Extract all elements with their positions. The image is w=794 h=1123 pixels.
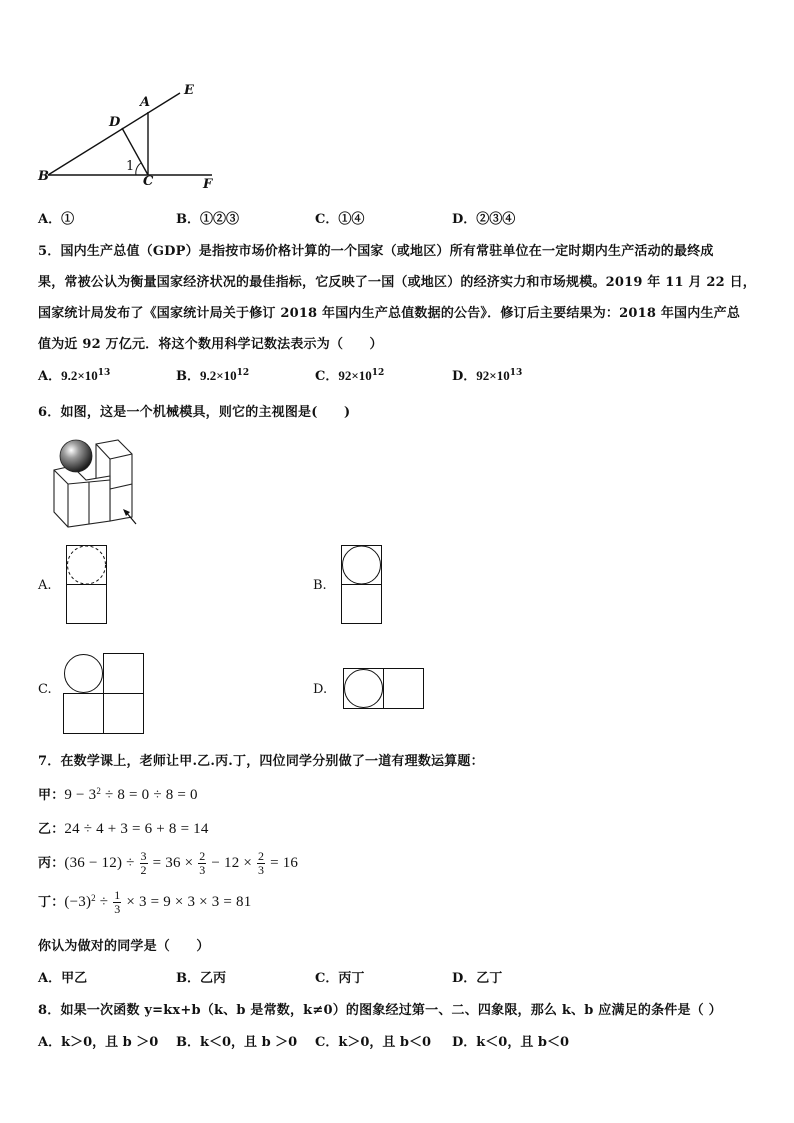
option-exponent: 13 (509, 368, 523, 378)
bing-fraction-1 (140, 850, 148, 877)
q4-option-b[interactable]: B．①②③ (176, 212, 239, 227)
q5-stem-line-4: 值为近 92 万亿元．将这个数用科学记数法表示为（ ） (38, 337, 383, 352)
q5-stem-line-1: 5．国内生产总值（GDP）是指按市场价格计算的一个国家（或地区）所有常驻单位在一定时期内生产活动的最终成 (38, 244, 714, 259)
q5-stem-line-2: 果，常被公认为衡量国家经济状况的最佳指标，它反映了一国（或地区）的经济实力和市场规模。2019 年 11 月 22 日， (38, 275, 756, 290)
yi-expr: 24 ÷ 4 + 3 = 6 + 8 = 14 (64, 821, 209, 837)
denominator: 3 (114, 902, 121, 916)
q7-yi-line (38, 818, 209, 838)
ding-label: 丁： (38, 894, 65, 910)
bing-label: 丙： (38, 855, 65, 871)
q8-option-b[interactable]: B．k＜0，且 b ＞0 (176, 1035, 298, 1050)
ding-part-3: × 3 = 9 × 3 × 3 = 81 (122, 893, 252, 910)
q5-option-b[interactable] (176, 365, 249, 384)
line-BE (48, 93, 180, 175)
q7-option-c[interactable]: C．丙丁 (315, 971, 365, 986)
q6-option-c-figure[interactable] (63, 653, 145, 735)
label-F: F (203, 177, 213, 192)
q4-geometry-figure (0, 0, 794, 200)
ding-part-2: ÷ (95, 893, 113, 910)
q8-option-a[interactable]: A．k＞0，且 b ＞0 (38, 1035, 159, 1050)
bing-part-1: (36 − 12) ÷ (64, 854, 139, 871)
mold-3d-figure (46, 432, 156, 542)
option-exponent: 13 (97, 368, 111, 378)
q6-option-c-label[interactable]: C. (38, 682, 52, 697)
ding-fraction (113, 889, 121, 916)
q7-stem: 7．在数学课上，老师让甲.乙.丙.丁，四位同学分别做了一道有理数运算题： (38, 754, 484, 769)
q7-bing-line (38, 850, 298, 877)
q8-option-d[interactable]: D．k＜0，且 b＜0 (452, 1035, 569, 1050)
numerator: 2 (257, 849, 265, 863)
label-B: B (38, 169, 49, 184)
jia-rest: ÷ 8 = 0 ÷ 8 = 0 (101, 787, 198, 803)
q5-option-d[interactable] (452, 365, 522, 384)
ding-exponent: 2 (91, 892, 96, 903)
q7-ding-line (38, 889, 251, 916)
option-letter: B． (176, 369, 200, 384)
q4-option-d[interactable]: D．②③④ (452, 212, 516, 227)
option-base: 9.2×10 (200, 368, 237, 383)
q7-option-b[interactable]: B．乙丙 (176, 971, 226, 986)
q6-option-a-figure[interactable] (66, 545, 108, 625)
numerator: 1 (114, 888, 121, 902)
yi-label: 乙： (38, 822, 65, 837)
q7-jia-line (38, 784, 198, 804)
q5-option-c[interactable] (315, 365, 384, 384)
q4-option-a[interactable]: A．① (38, 212, 75, 227)
denominator: 2 (140, 863, 147, 877)
q6-stem: 6．如图，这是一个机械模具，则它的主视图是( ) (38, 405, 351, 420)
denominator: 3 (257, 863, 265, 877)
option-letter: D． (452, 369, 477, 384)
q6-option-d-figure[interactable] (343, 668, 425, 710)
q8-stem: 8．如果一次函数 y=kx+b（k、b 是常数，k≠0）的图象经过第一、二、四象限，那么 k、b 应满足的条件是（ ） (38, 1003, 722, 1018)
denominator: 3 (199, 863, 206, 877)
bing-fraction-2 (198, 850, 206, 877)
q6-option-b-label[interactable]: B. (313, 578, 327, 593)
q5-option-a[interactable] (38, 365, 110, 384)
numerator: 3 (140, 849, 147, 863)
q6-option-d-label[interactable]: D. (313, 682, 328, 697)
jia-exponent: 2 (96, 786, 102, 796)
option-exponent: 12 (371, 368, 385, 378)
bing-fraction-3 (257, 850, 265, 877)
jia-expr: 9 − 3 (64, 787, 97, 803)
q4-option-c[interactable]: C．①④ (315, 212, 365, 227)
q7-option-d[interactable]: D．乙丁 (452, 971, 503, 986)
jia-label: 甲： (38, 788, 65, 803)
label-A: A (140, 95, 151, 110)
option-base: 92×10 (338, 368, 372, 383)
label-D: D (109, 115, 121, 130)
q7-option-a[interactable]: A．甲乙 (38, 971, 88, 986)
q6-option-a-label[interactable]: A. (38, 578, 52, 593)
label-E: E (184, 83, 194, 98)
bing-part-4: = 16 (266, 854, 299, 871)
option-exponent: 12 (236, 368, 250, 378)
q8-option-c[interactable]: C．k＞0，且 b＜0 (315, 1035, 432, 1050)
label-C: C (143, 174, 154, 189)
q7-question: 你认为做对的同学是（ ） (38, 939, 210, 954)
bing-part-3: − 12 × (207, 854, 256, 871)
option-base: 9.2×10 (61, 368, 98, 383)
option-base: 92×10 (476, 368, 510, 383)
q6-option-b-figure[interactable] (341, 545, 383, 625)
ding-part-1: (−3) (64, 893, 92, 910)
q5-stem-line-3: 国家统计局发布了《国家统计局关于修订 2018 年国内生产总值数据的公告》．修订后主要结果为：2018 年国内生产总 (38, 306, 741, 321)
angle-1-arc (136, 163, 141, 175)
bing-part-2: = 36 × (148, 854, 198, 871)
option-letter: C． (315, 369, 339, 384)
option-letter: A． (38, 369, 62, 384)
numerator: 2 (199, 849, 206, 863)
label-angle-1: 1 (126, 159, 135, 174)
